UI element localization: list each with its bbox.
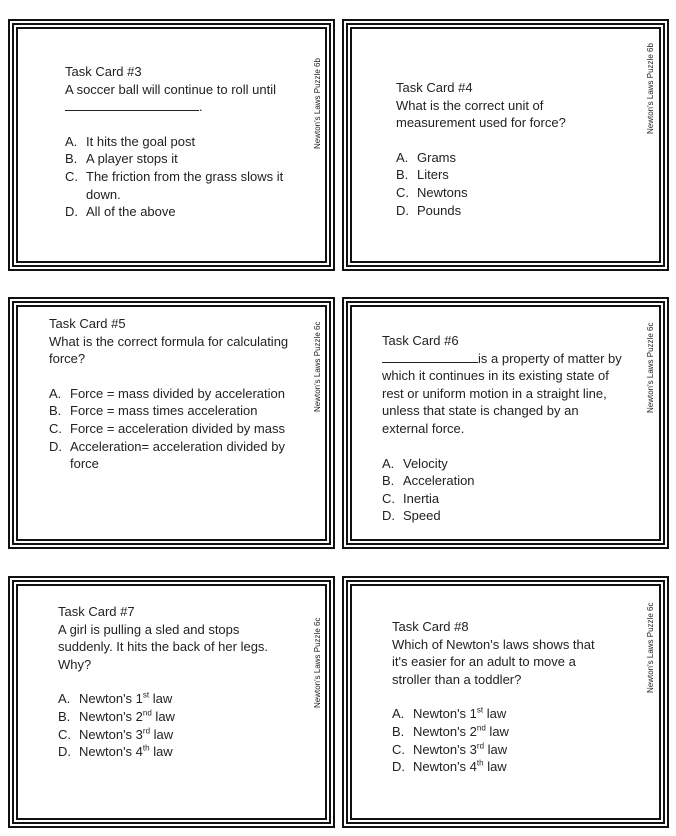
- option-c: C. Newton's 3rd law: [392, 741, 508, 757]
- side-label: Newton's Laws Puzzle 6b: [313, 58, 322, 149]
- option-b: B. Force = mass times acceleration: [49, 403, 258, 419]
- answer-blank: [382, 350, 478, 363]
- option-b: B. Newton's 2nd law: [392, 723, 509, 739]
- answer-options: [49, 385, 289, 473]
- option-d: D. Newton's 4th law: [58, 743, 173, 760]
- card-question: What is the correct formula for calculating force?: [49, 333, 289, 367]
- option-b: B. Acceleration: [382, 473, 475, 489]
- task-card-6: [342, 297, 669, 549]
- option-c: C. The friction from the grass slows it down.: [65, 168, 284, 202]
- side-label: Newton's Laws Puzzle 6c: [646, 602, 655, 693]
- task-card-5: [8, 297, 335, 549]
- card-content: [58, 603, 288, 774]
- option-a: A. Newton's 1st law: [58, 691, 173, 707]
- card-content: [49, 315, 289, 486]
- option-d: D. Speed: [382, 508, 441, 524]
- option-b: B. Newton's 2nd law: [58, 708, 175, 724]
- card-title: Task Card #4: [396, 80, 473, 95]
- answer-options: [392, 705, 612, 775]
- task-card-3: [8, 19, 335, 271]
- option-b: B. A player stops it: [65, 151, 178, 167]
- task-card-4: [342, 19, 669, 271]
- option-d: D. Newton's 4th law: [392, 758, 507, 775]
- card-question: Which of Newton's laws shows that it's easier for an adult to move a stroller than a toddler?: [392, 636, 595, 687]
- card-question: A soccer ball will continue to roll until .: [65, 81, 276, 115]
- side-label: Newton's Laws Puzzle 6c: [646, 322, 655, 413]
- answer-blank: [65, 98, 199, 111]
- side-label: Newton's Laws Puzzle 6b: [646, 43, 655, 134]
- option-a: A. Velocity: [382, 455, 448, 471]
- card-question: is a property of matter by which it continues in its existing state of rest or uniform motion in a straight line, unless that state is changed by an external force.: [382, 350, 622, 436]
- option-d: D. All of the above: [65, 204, 176, 220]
- card-title: Task Card #7: [58, 604, 135, 619]
- card-title: Task Card #6: [382, 333, 459, 348]
- option-a: A. It hits the goal post: [65, 133, 196, 149]
- option-c: C. Force = acceleration divided by mass: [49, 420, 285, 436]
- answer-options: [58, 690, 288, 760]
- answer-options: [382, 455, 627, 525]
- option-d: D. Pounds: [396, 202, 462, 218]
- option-a: A. Newton's 1st law: [392, 706, 507, 722]
- card-content: [396, 79, 596, 232]
- card-title: Task Card #3: [65, 64, 142, 79]
- card-question: What is the correct unit of measurement used for force?: [396, 97, 566, 131]
- side-label: Newton's Laws Puzzle 6c: [313, 617, 322, 708]
- card-content: [392, 618, 612, 789]
- card-content: [382, 332, 627, 538]
- side-label: Newton's Laws Puzzle 6c: [313, 321, 322, 412]
- answer-options: [396, 149, 596, 219]
- option-b: B. Liters: [396, 167, 449, 183]
- card-question: A girl is pulling a sled and stops suddenly. It hits the back of her legs. Why?: [58, 621, 269, 672]
- task-card-7: [8, 576, 335, 828]
- option-c: C. Newtons: [396, 184, 468, 200]
- option-a: A. Force = mass divided by acceleration: [49, 385, 285, 401]
- card-title: Task Card #5: [49, 316, 126, 331]
- option-c: C. Newton's 3rd law: [58, 726, 174, 742]
- answer-options: [65, 133, 300, 221]
- option-c: C. Inertia: [382, 490, 440, 506]
- option-d: D. Acceleration= acceleration divided by force: [49, 438, 285, 472]
- task-card-8: [342, 576, 669, 828]
- option-a: A. Grams: [396, 149, 456, 165]
- card-title: Task Card #8: [392, 619, 469, 634]
- card-content: [65, 63, 300, 234]
